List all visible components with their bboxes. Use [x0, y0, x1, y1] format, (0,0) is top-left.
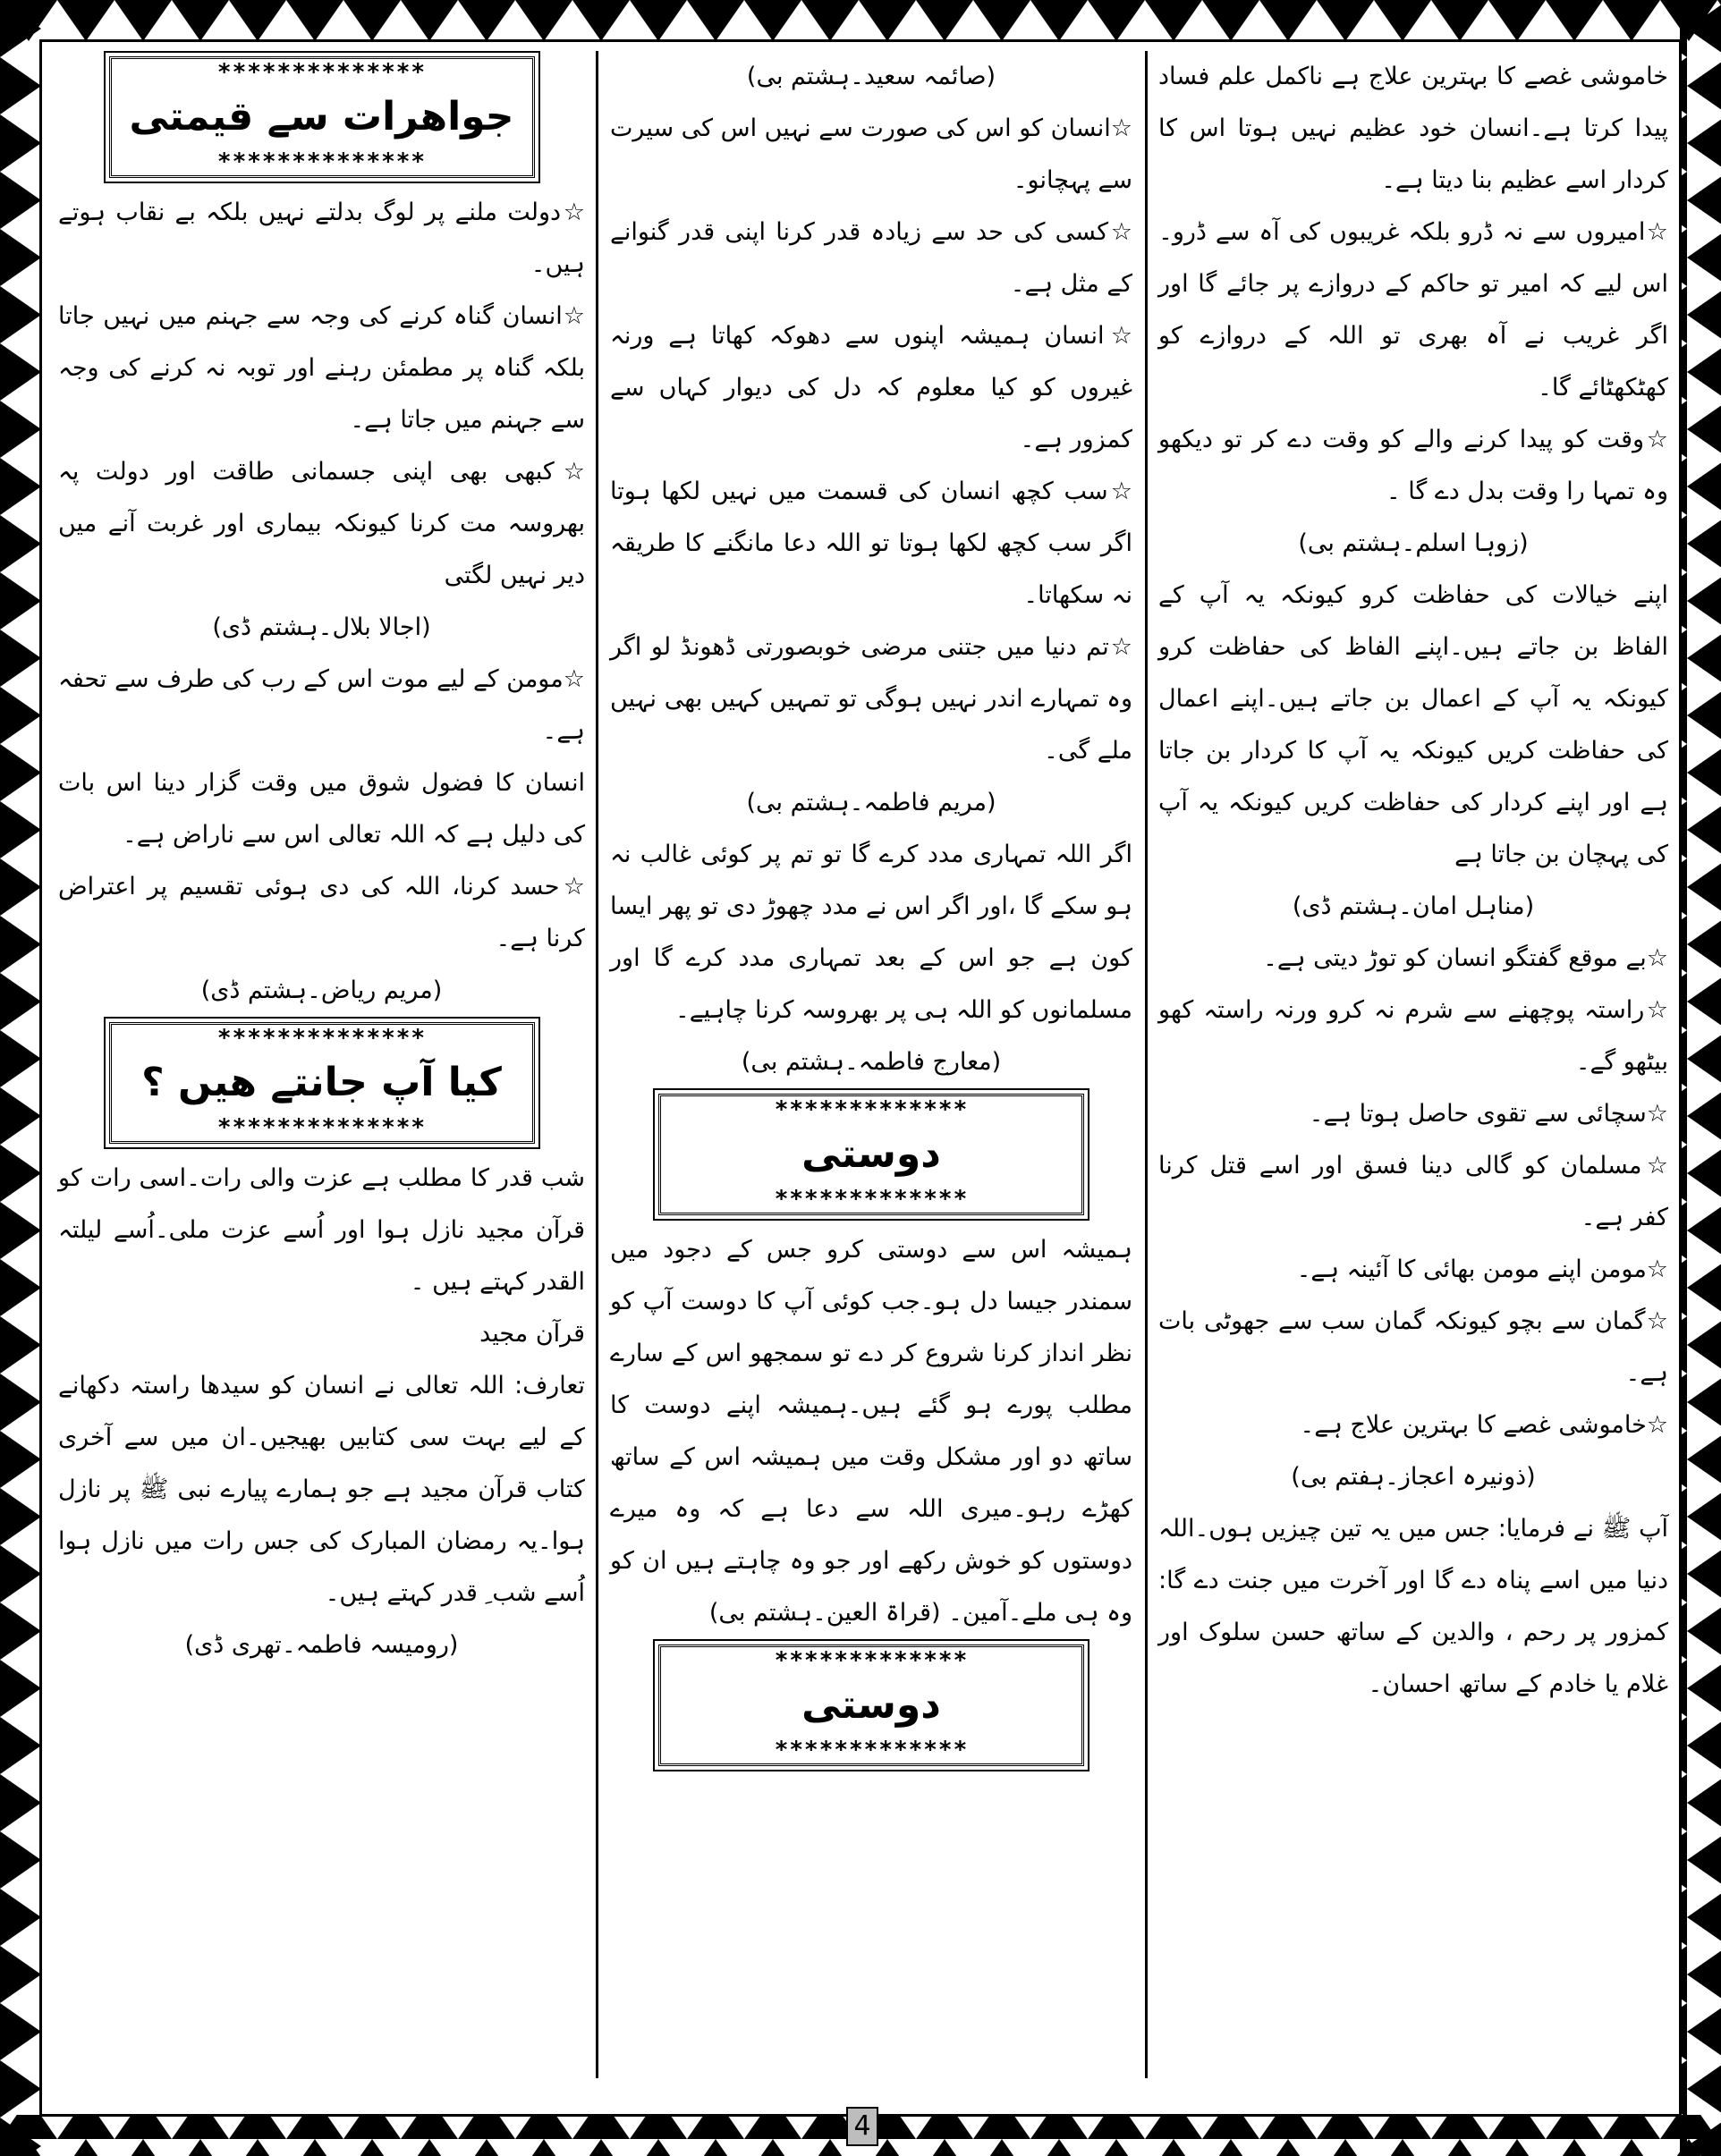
star-border: ************** — [216, 1114, 427, 1141]
article-paragraph: ☆سچائی سے تقوی حاصل ہوتا ہے۔ — [1309, 1100, 1668, 1128]
author-attribution: (رومیسہ فاطمہ۔تھری ڈی) — [184, 1631, 459, 1659]
article-paragraph: ☆مومن کے لیے موت اس کے رب کی طرف سے تحفہ ہے۔ — [58, 665, 585, 745]
star-border: ************* — [774, 1737, 969, 1763]
article-paragraph: ☆خاموشی غصے کا بہترین علاج ہے۔ — [1300, 1411, 1668, 1439]
article-paragraph: انسان کا فضول شوق میں وقت گزار دینا اس بات کی دلیل ہے کہ اللہ تعالی اس سے ناراض ہے۔ — [58, 769, 585, 849]
article-paragraph: ☆انسان گناہ کرنے کی وجہ سے جہنم میں نہیں جاتا بلکہ گناہ پر مطمئن رہنے اور توبہ نہ کرنے کی وجہ سے جہنم میں جاتا ہے۔ — [58, 302, 585, 434]
star-border: ************* — [774, 1186, 969, 1213]
column-divider — [596, 51, 598, 2078]
article-paragraph: شب قدر کا مطلب ہے عزت والی رات۔اسی رات کو قرآن مجید نازل ہوا اور اُسے عزت ملی۔اُسے لیلتہ القدر کہتے ہیں ۔ — [58, 1164, 585, 1296]
article-paragraph: ☆مسلمان کو گالی دینا فسق اور اسے قتل کرنا کفر ہے۔ — [1158, 1152, 1668, 1231]
star-border: ************* — [774, 1647, 969, 1674]
author-attribution: (صائمہ سعید۔ہشتم بی) — [746, 63, 996, 90]
article-paragraph: ☆کسی کی حد سے زیادہ قدر کرنا اپنی قدر گنوانے کے مثل ہے۔ — [610, 218, 1132, 298]
article-paragraph: ☆حسد کرنا، اللہ کی دی ہوئی تقسیم پر اعتراض کرنا ہے۔ — [58, 873, 585, 952]
star-border: ************* — [774, 1096, 969, 1123]
article-paragraph: ☆مومن اپنے مومن بھائی کا آئینہ ہے۔ — [1296, 1256, 1668, 1283]
article-paragraph: ☆گمان سے بچو کیونکہ گمان سب سے جھوٹی بات ہے۔ — [1158, 1307, 1668, 1387]
author-attribution: (مریم فاطمہ۔ہشتم بی) — [746, 789, 996, 816]
article-paragraph: ☆تم دنیا میں جتنی مرضی خوبصورتی ڈھونڈ لو اگر وہ تمہارے اندر نہیں ہوگی تو تمہیں کہیں بھی نہیں ملے گی۔ — [610, 633, 1132, 765]
star-border: ************** — [216, 59, 427, 86]
article-paragraph: ☆راستہ پوچھنے سے شرم نہ کرو ورنہ راستہ کھو بیٹھو گے۔ — [1158, 996, 1668, 1076]
article-paragraph: ہمیشہ اس سے دوستی کرو جس کے دجود میں سمندر جیسا دل ہو۔جب کوئی آپ کا دوست آپ کو نظر انداز کرنا شروع کر دے تو سمجھو اس کے سارے مطلب پورے ہو گئے ہیں۔ہمیشہ اپنے دوست کا ساتھ دو اور مشکل وقت میں ہمیشہ اس کے ساتھ کھڑے رہو۔میری اللہ سے دعا ہے کہ وہ میرے دوستوں کو خوش رکھے اور جو وہ چاہتے ہیں ان کو وہ ہی ملے۔آمین۔ (قراۃ العین۔ہشتم بی) — [610, 1236, 1132, 1627]
section-heading-box — [109, 56, 535, 178]
article-paragraph: ☆سب کچھ انسان کی قسمت میں نہیں لکھا ہوتا اگر سب کچھ لکھا ہوتا تو اللہ دعا مانگنے کا طریقہ نہ سکھاتا۔ — [610, 478, 1132, 609]
article-paragraph: اگر اللہ تمہاری مدد کرے گا تو تم پر کوئی غالب نہ ہو سکے گا ،اور اگر اس نے مدد چھوڑ دی تو پھر ایسا کون ہے جو اس کے بعد تمہاری مدد کرے گا اور مسلمانوں کو اللہ ہی پر بھروسہ کرنا چاہیے۔ — [610, 841, 1132, 1024]
star-border: ************** — [216, 148, 427, 175]
middle-column — [603, 51, 1140, 2078]
author-attribution: (زوہا اسلم۔ہشتم بی) — [1298, 529, 1529, 557]
section-heading: جواھرات سے قیمتی — [129, 94, 514, 140]
article-paragraph: خاموشی غصے کا بہترین علاج ہے ناکمل علم فساد پیدا کرتا ہے۔انسان خود عظیم نہیں ہوتا اس کا کردار اسے عظیم بنا دیتا ہے۔ — [1158, 63, 1668, 194]
article-paragraph: ☆دولت ملنے پر لوگ بدلتے نہیں بلکہ بے نقاب ہوتے ہیں۔ — [58, 199, 585, 278]
star-border: ************** — [216, 1025, 427, 1052]
page-number: 4 — [846, 2107, 878, 2146]
author-attribution: (ذونیرہ اعجاز۔ہفتم بی) — [1291, 1463, 1536, 1491]
section-heading: دوستی — [801, 1682, 941, 1728]
author-attribution: (اجالا بلال۔ہشتم ڈی) — [212, 613, 431, 641]
section-heading: دوستی — [801, 1131, 941, 1177]
article-subheading: قرآن مجید — [479, 1320, 585, 1348]
article-paragraph: ☆انسان ہمیشہ اپنوں سے دھوکہ کھاتا ہے ورنہ غیروں کو کیا معلوم کہ دل کی دیوار کہاں سے کمزور ہے۔ — [610, 322, 1132, 453]
section-heading-box — [658, 1644, 1084, 1766]
author-attribution: (مریم ریاض۔ہشتم ڈی) — [200, 977, 443, 1004]
article-paragraph: تعارف: اللہ تعالی نے انسان کو سیدھا راستہ دکھانے کے لیے بہت سی کتابیں بھیجیں۔ان میں سے آخری کتاب قرآن مجید ہے جو ہمارے پیارے نبی ﷺ پر نازل ہوا۔یہ رمضان المبارک کی جس رات میں نازل ہوا اُسے شب ِ قدر کہتے ہیں۔ — [58, 1372, 585, 1607]
article-paragraph: ☆انسان کو اس کی صورت سے نہیں اس کی سیرت سے پہچانو۔ — [610, 114, 1132, 194]
article-paragraph: ☆کبھی بھی اپنی جسمانی طاقت اور دولت پہ بھروسہ مت کرنا کیونکہ بیماری اور غربت آنے میں دیر نہیں لگتی — [58, 458, 585, 589]
article-paragraph: ☆وقت کو پیدا کرنے والے کو وقت دے کر تو دیکھو وہ تمہا را وقت بدل دے گا ۔ — [1158, 426, 1668, 505]
author-attribution: (مناہل امان۔ہشتم ڈی) — [1292, 892, 1535, 920]
column-divider — [1145, 51, 1148, 2078]
section-heading: کیا آپ جانتے ھیں ؟ — [141, 1060, 502, 1105]
right-column — [1151, 51, 1675, 2078]
article-paragraph: آپ ﷺ نے فرمایا: جس میں یہ تین چیزیں ہوں۔اللہ دنیا میں اسے پناہ دے گا اور آخرت میں جنت دے گا: کمزور پر رحم ، والدین کے ساتھ حسن سلوک اور غلام یا خادم کے ساتھ احسان۔ — [1158, 1515, 1668, 1698]
section-heading-box — [658, 1094, 1084, 1215]
section-heading-box — [109, 1022, 535, 1144]
article-paragraph: ☆امیروں سے نہ ڈرو بلکہ غریبوں کی آہ سے ڈرو۔اس لیے کہ امیر تو حاکم کے دروازے پر جائے گا اور اگر غریب نے آہ بھری تو اللہ کے دروازے کو کھٹکھٹائے گا۔ — [1158, 218, 1668, 402]
left-column — [51, 51, 592, 2078]
article-paragraph: اپنے خیالات کی حفاظت کرو کیونکہ یہ آپ کے الفاظ بن جاتے ہیں۔اپنے الفاظ کی حفاظت کرو کیونکہ یہ آپ کے اعمال بن جاتے ہیں۔اپنے اعمال کی حفاظت کریں کیونکہ یہ آپ کا کردار بن جاتا ہے اور اپنے کردار کی حفاظت کریں کیونکہ یہ آپ کی پہچان بن جاتا ہے — [1158, 581, 1668, 868]
article-paragraph: ☆بے موقع گفتگو انسان کو توڑ دیتی ہے۔ — [1263, 944, 1668, 972]
author-attribution: (معارج فاطمہ۔ہشتم بی) — [741, 1048, 1002, 1076]
page-frame — [39, 39, 1682, 2117]
